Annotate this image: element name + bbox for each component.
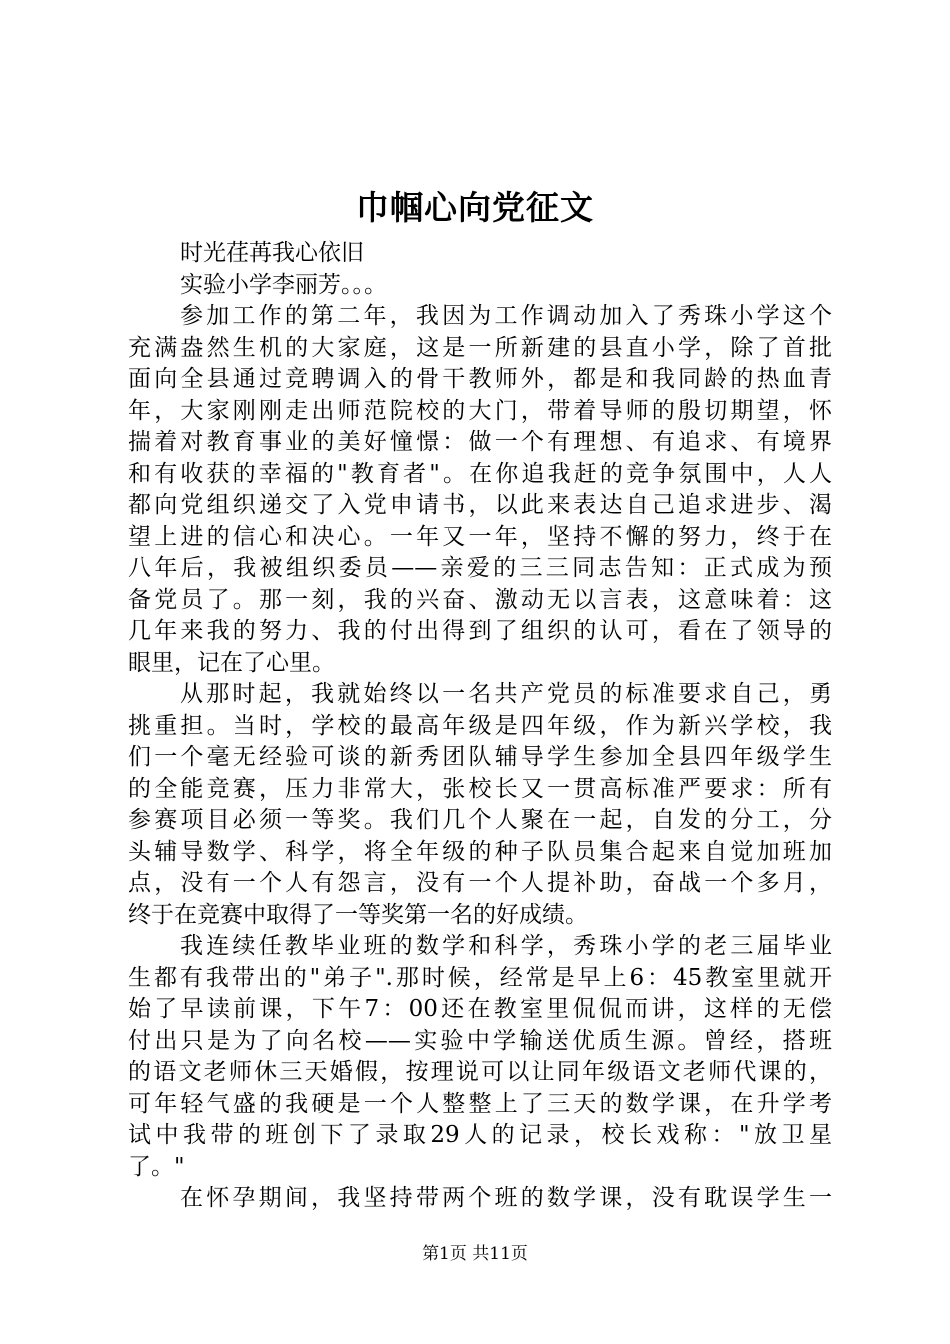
- text-line: 头辅导数学、科学，将全年级的种子队员集合起来自觉加班加: [128, 838, 832, 865]
- text-line: 可年轻气盛的我硬是一个人整整上了三天的数学课，在升学考: [128, 1090, 832, 1117]
- text-line: 始了早读前课，下午7：00还在教室里侃侃而讲，这样的无偿: [128, 996, 832, 1022]
- text-line: 试中我带的班创下了录取29人的记录，校长戏称："放卫星: [128, 1122, 832, 1148]
- text-line: 挑重担。当时，学校的最高年级是四年级，作为新兴学校，我: [128, 712, 832, 739]
- text-line: 生都有我带出的"弟子".那时候，经常是早上6：45教室里就开: [128, 964, 832, 991]
- text-line: 八年后，我被组织委员——亲爱的三三同志告知：正式成为预: [128, 555, 832, 581]
- text-line: 面向全县通过竞聘调入的骨干教师外，都是和我同龄的热血青: [128, 366, 832, 392]
- text-line: 终于在竞赛中取得了一等奖第一名的好成绩。: [128, 901, 588, 928]
- document-title: 巾帼心向党征文: [356, 188, 594, 227]
- text-line: 参加工作的第二年，我因为工作调动加入了秀珠小学这个: [180, 303, 832, 329]
- text-line: 实验小学李丽芳。。。: [180, 271, 387, 298]
- text-line: 从那时起，我就始终以一名共产党员的标准要求自己，勇: [180, 681, 832, 707]
- text-line: 都向党组织递交了入党申请书，以此来表达自己追求进步、渴: [128, 492, 832, 518]
- text-line: 了。": [128, 1153, 185, 1180]
- text-line: 望上进的信心和决心。一年又一年，坚持不懈的努力，终于在: [128, 523, 832, 550]
- text-line: 点，没有一个人有怨言，没有一个人提补助，奋战一个多月，: [128, 870, 832, 896]
- page-number-footer: 第1页 共11页: [422, 1244, 528, 1264]
- text-line: 年，大家刚刚走出师范院校的大门，带着导师的殷切期望，怀: [128, 397, 832, 424]
- document-body: [128, 238, 832, 1215]
- text-line: 参赛项目必须一等奖。我们几个人聚在一起，自发的分工，分: [128, 807, 832, 833]
- text-line: 在怀孕期间，我坚持带两个班的数学课，没有耽误学生一: [180, 1185, 832, 1211]
- text-line: 时光荏苒我心依旧: [180, 240, 364, 266]
- text-line: 备党员了。那一刻，我的兴奋、激动无以言表，这意味着：这: [128, 586, 832, 613]
- text-line: 付出只是为了向名校——实验中学输送优质生源。曾经，搭班: [128, 1027, 832, 1054]
- text-line: 充满盎然生机的大家庭，这是一所新建的县直小学，除了首批: [128, 334, 832, 361]
- text-line: 们一个毫无经验可谈的新秀团队辅导学生参加全县四年级学生: [128, 744, 832, 770]
- text-line: 揣着对教育事业的美好憧憬：做一个有理想、有追求、有境界: [128, 429, 832, 455]
- text-line: 和有收获的幸福的"教育者"。在你追我赶的竞争氛围中，人人: [128, 460, 832, 487]
- text-line: 的语文老师休三天婚假，按理说可以让同年级语文老师代课的，: [128, 1059, 832, 1085]
- text-line: 眼里，记在了心里。: [128, 649, 335, 676]
- text-line: 的全能竞赛，压力非常大，张校长又一贯高标准严要求：所有: [128, 775, 832, 802]
- text-line: 几年来我的努力、我的付出得到了组织的认可，看在了领导的: [128, 618, 832, 644]
- text-line: 我连续任教毕业班的数学和科学，秀珠小学的老三届毕业: [180, 933, 832, 959]
